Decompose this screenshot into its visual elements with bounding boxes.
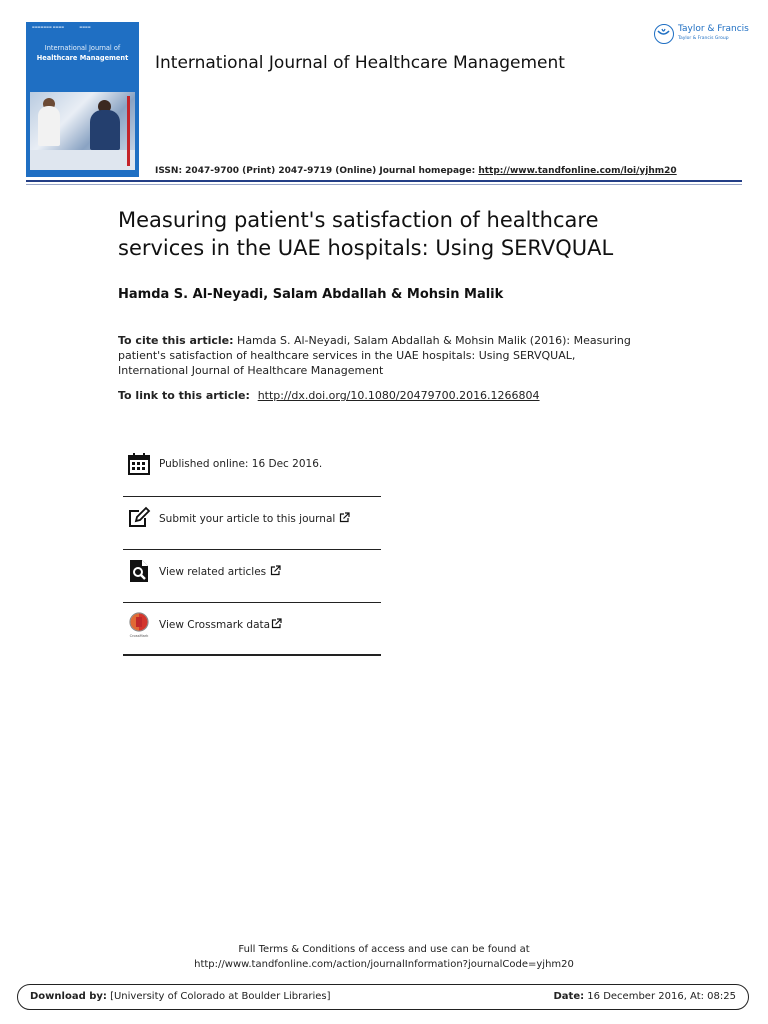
related-articles-link[interactable] [159,565,281,579]
info-divider [123,602,381,603]
terms-url[interactable]: http://www.tandfonline.com/action/journalInformation?journalCode=yjhm20 [194,959,574,970]
cover-journal-line2: Healthcare Management [36,54,129,62]
cover-photo [30,92,135,170]
crossmark-link[interactable] [159,618,282,632]
download-date [554,991,737,1002]
article-title: Measuring patient's satisfaction of healthcare services in the UAE hospitals: Using SERVQUAL [118,208,614,260]
header-divider [26,180,742,182]
crossmark-label: View Crossmark data [159,619,271,631]
publisher-name: Taylor & Francis [678,24,749,34]
link-label: To link to this article: [118,389,254,402]
svg-text:CrossMark: CrossMark [129,634,149,638]
terms-block [0,942,768,972]
issn-text: ISSN: 2047-9700 (Print) 2047-9719 (Online) Journal homepage: [155,166,479,176]
published-online-row [123,444,381,484]
publisher-group: Taylor & Francis Group [678,36,729,41]
edit-icon [127,506,151,530]
submit-article-label: Submit your article to this journal [159,513,336,525]
cite-label: To cite this article: [118,334,234,347]
calendar-icon [127,452,151,476]
download-date-label: Date: [553,991,585,1002]
terms-line1: Full Terms & Conditions of access and use can be found at [238,944,530,955]
crossmark-row[interactable] [123,604,381,644]
publisher-logo[interactable] [654,22,748,48]
related-articles-label: View related articles [159,566,267,578]
download-info-bar [17,984,749,1010]
external-link-icon [270,565,281,579]
cite-text: Hamda S. Al-Neyadi, Salam Abdallah & Mohsin Malik (2016): Measuring patient's satisfaction of healthcare services in the UAE hospitals: Using SERVQUAL, International Journal of Healthcare Management [118,334,631,377]
external-link-icon [339,512,350,526]
journal-cover-image [26,22,139,177]
header-divider-thin [26,184,742,185]
journal-homepage-link[interactable]: http://www.tandfonline.com/loi/yjhm20 [478,166,677,176]
download-by-value: [University of Colorado at Boulder Libraries] [106,991,331,1002]
crossmark-icon [127,612,151,636]
doi-link[interactable]: http://dx.doi.org/10.1080/20479700.2016.1266804 [257,389,540,402]
cover-topline: ▬▬▬▬▬▬▬ ▬▬▬▬ ▬▬▬▬ [32,25,91,29]
submit-article-row[interactable] [123,498,381,538]
download-date-value: 16 December 2016, At: 08:25 [584,991,736,1002]
article-authors: Hamda S. Al-Neyadi, Salam Abdallah & Mohsin Malik [118,287,504,302]
cover-red-stripe [127,96,130,166]
info-divider [123,549,381,550]
published-online-label: Published online: 16 Dec 2016. [159,458,323,470]
external-link-icon [271,618,282,632]
article-link-line [118,389,540,402]
publisher-logo-icon [654,24,674,44]
issn-line [155,166,677,176]
submit-article-link[interactable] [159,512,350,526]
search-document-icon [127,559,151,583]
info-divider-bottom [123,654,381,656]
citation-block [118,333,638,378]
download-by [30,991,331,1002]
info-divider [123,496,381,497]
download-by-label: Download by: [30,991,107,1002]
journal-title[interactable]: International Journal of Healthcare Management [155,53,565,73]
cover-journal-line1: International Journal of [44,44,121,52]
related-articles-row[interactable] [123,551,381,591]
